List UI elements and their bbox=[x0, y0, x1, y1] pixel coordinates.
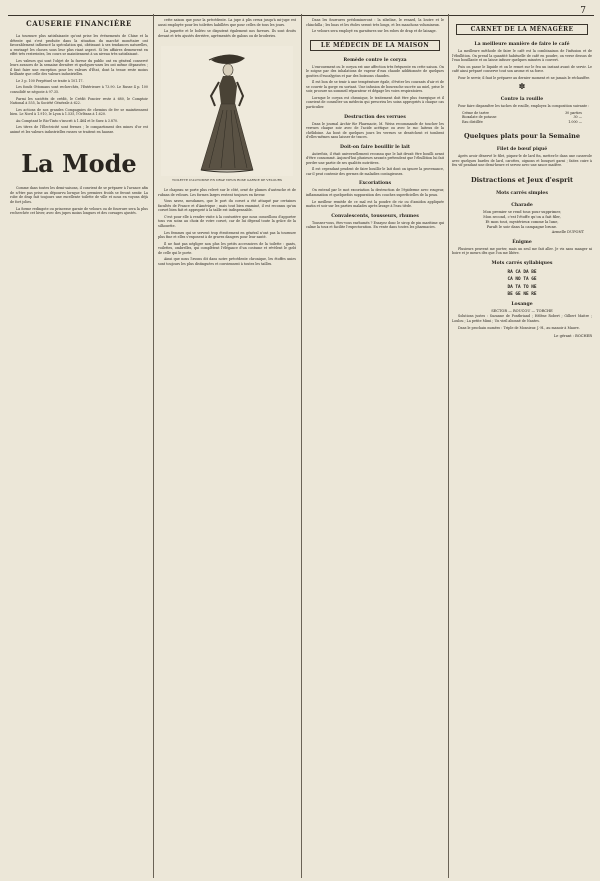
rust-intro: Pour faire disparaître les taches de rouille, employez la composition suivante : bbox=[458, 104, 590, 109]
remedy-text bbox=[306, 152, 444, 177]
paragraph: Solutions justes : Suzanne de Pontbriand ; Hélène Robert ; Gilbert Maitre ; Loulou ; La petite Mimi ; Un vieil abonné de Nantes. bbox=[452, 314, 592, 323]
paragraph: Dans le prochain numéro : Triple de Monsieur. J.-H., au manoir à Mauve. bbox=[458, 325, 580, 330]
paragraph: Le meilleur remède de ce mal est la poudre de riz ou d'amidon appliquée matin et soir sur les parties malades après lavage à l'eau tiède. bbox=[306, 199, 444, 209]
paragraph: Il ne faut pas négliger non plus les petits accessoires de la toilette : gants, voilettes, ombrelles, qui complètent l'élégance d'un costume et révèlent le goût de celle qui le porte. bbox=[158, 241, 296, 255]
section-title: Distractions et Jeux d'esprit bbox=[470, 175, 574, 184]
fashion-article bbox=[158, 188, 296, 266]
paragraph: La forme redingote ou princesse garnie de velours ou de fourrure sera la plus recherchée cet hiver, avec des jupes moins longues et des corsages ajustés. bbox=[10, 206, 148, 216]
paragraph: C'est pour elle à rendre visite à la couturière que nous conseillons d'apporter tous vos soins au choix de votre corset, car de lui dépend toute la grâce de la silhouette. bbox=[158, 214, 296, 229]
solutions-text bbox=[452, 314, 592, 330]
remedy-text bbox=[306, 188, 444, 208]
column-medecin bbox=[306, 18, 444, 878]
charade-line: Paraît le soir dans la campagne brune. bbox=[486, 224, 558, 229]
column-rule bbox=[153, 14, 154, 878]
finance-title: CAUSERIE FINANCIÈRE bbox=[26, 19, 132, 28]
mode-title: La Mode bbox=[21, 149, 137, 179]
recipe-text bbox=[452, 154, 592, 168]
paragraph: Les valeurs qui sont l'objet de la faveur du public ont en général conservé leurs avances de la semaine dernière et quelques-unes les ont même dépassées ; il faut faire une exception pour les valeurs d'État, dont la tenue reste moins brillante que celle des valeurs industrielles. bbox=[10, 58, 148, 77]
paragraph: Au Comptant le Rio-Tinto s'inscrit à 1.464 et le Suez à 3.870. bbox=[16, 118, 119, 123]
paragraph: Vous savez, mesdames, que le port du corset a été attaqué par certaines facultés de France et d'Amérique ; mais tout bien examiné, il est reconnu qu'un corset bien fait et approprié à la taille est indispensable. bbox=[158, 199, 296, 213]
grid-row: RA CA DA BE bbox=[507, 269, 537, 275]
paragraph: Ainsi que nous l'avons dit dans notre précédente chronique, les étoffes unies sont toujours les plus distinguées et conviennent à toutes les tailles. bbox=[158, 257, 296, 266]
remedy-text bbox=[306, 65, 444, 110]
page-number: 7 bbox=[580, 6, 586, 16]
grid-row: DA TA TO NE bbox=[507, 284, 537, 290]
column-rule bbox=[301, 14, 302, 878]
column-menagere bbox=[452, 18, 592, 878]
paragraph: Autrefois, il était universellement reconnu que le lait devait être bouilli avant d'être consommé. Aujourd'hui plusieurs savants prétendent que l'ébullition lui fait perdre une partie de ses qualités nutritives. bbox=[306, 151, 444, 165]
word-grid bbox=[452, 270, 592, 298]
paragraph: Plusieurs peuvent me porter, mais un seul me fait aller. Je vis sans manger ni boire et je meurs dès que l'on me libère. bbox=[452, 246, 592, 256]
charade-line: Mon second, c'est l'étoffe qu'on a fait filer, bbox=[483, 214, 561, 219]
charade-text bbox=[452, 210, 592, 230]
column-finance-mode bbox=[10, 18, 148, 876]
table-item: Bioxalate de potasse bbox=[462, 115, 497, 120]
paragraph: Le velours sera employé en garnitures sur les robes de drap et de lainage. bbox=[312, 29, 437, 34]
table-amount: 30 — bbox=[573, 115, 582, 120]
paragraph: Lorsque le coryza est chronique, le traitement doit être plus énergique et il convient de consulter un médecin qui prescrira les soins appropriés à chaque cas particulier. bbox=[306, 95, 444, 110]
finance-article bbox=[10, 34, 148, 134]
remedy-title: Destruction des verrues bbox=[344, 114, 406, 120]
section-title: Mots carrés simples bbox=[496, 190, 548, 196]
grid-row: CA NO TA GE bbox=[507, 277, 537, 283]
medecin-title: LE MÉDECIN DE LA MAISON bbox=[310, 40, 440, 51]
table-amount: 1.000 — bbox=[568, 119, 582, 124]
paragraph: Les fonds Ottomans sont recherchés, l'Extérieure à 73.90. Le Russe 4 p. 100 consolidé se négocie à 97.35. bbox=[10, 85, 148, 95]
lady-figure-icon bbox=[161, 46, 293, 176]
section-title: Filet de bœuf piqué bbox=[496, 147, 548, 153]
mots-title: Mots carrés syllabiques bbox=[491, 260, 553, 266]
grid-row: BE GE NE RE bbox=[507, 292, 537, 297]
table-item: Eau distillée bbox=[462, 119, 483, 124]
mode-article bbox=[10, 186, 148, 215]
column-rule bbox=[448, 14, 449, 878]
table-amount: 30 parties bbox=[565, 110, 582, 115]
rust-table bbox=[452, 111, 592, 124]
paragraph: Les titres de l'Électricité sont fermes ; le compartiment des mines d'or est animé et les valeurs industrielles russes se traitent en hausse. bbox=[10, 125, 148, 134]
illustration-caption: TOILETTE D'AUTOMNE EN DRAP VIEUX ROSE GARNIE DE VELOURS bbox=[172, 178, 282, 183]
paragraph: L'enrouement ou le coryza est une affection très fréquente en cette saison. On le soigne par des inhalations de vapeur d'eau chaude additionnée de quelques gouttes d'eucalyptus et par des boissons chaudes. bbox=[306, 64, 444, 78]
paragraph: Dans les fourrures prédomineront : la zibeline, le renard, la loutre et le chinchilla ; les boas et les étoles seront très longs, et les manchons volumineux. bbox=[306, 18, 444, 27]
paragraph: Pour le servir, il faut le préparer au dernier moment et ne jamais le réchauffer. bbox=[458, 75, 590, 80]
losange-text: SECTOR — ROUCOU — TORCHE bbox=[491, 309, 553, 314]
remedy-text bbox=[306, 122, 444, 140]
losange-title: Losange bbox=[511, 302, 533, 308]
paragraph: Il est cependant prudent de faire bouillir le lait dont on ignore la provenance, car il peut contenir des germes de maladies contagieuses. bbox=[306, 167, 444, 176]
paragraph: La tournure plus satisfaisante qu'ont prise les événements de Chine et la détente qui s'est produite dans la situation du marché monétaire ont favorablement influencé la spéculation qui, obéissant à ses tendances naturelles, a envisagé les choses sous leur plus riant aspect. Si les affaires demeurent en effet très restreintes, les cours se maintiennent à un niveau très satisfaisant. bbox=[10, 34, 148, 57]
remedy-text bbox=[306, 221, 444, 230]
remedy-title: Doit-on faire bouillir le lait bbox=[340, 144, 410, 150]
charade-line: Et mon tout, mystérieux comme la lune, bbox=[485, 219, 559, 224]
menagere-title: CARNET DE LA MÉNAGÈRE bbox=[456, 24, 588, 35]
paragraph: Après avoir dénervé le filet, piquez-le de lard fin, mettez-le dans une casserole avec quelques bardes de lard, carottes, oignons et bouquet garni ; faites cuire à feu vif pendant une demi-heure et servez avec une sauce madère. bbox=[452, 154, 592, 168]
table-item: Crème de tartre bbox=[462, 110, 490, 115]
footer-signature: Le gérant : BOCHER bbox=[553, 334, 592, 339]
ornament-icon: ✽ bbox=[518, 82, 526, 92]
paragraph: Le 3 p. 100 Perpétuel se traite à 101.17. bbox=[16, 78, 84, 83]
paragraph: Parmi les sociétés de crédit, le Crédit Foncier reste à 680, le Comptoir National à 555, la Société Générale à 622. bbox=[10, 96, 148, 106]
enigme-title: Énigme bbox=[512, 239, 532, 245]
remedy-title: Remède contre le coryza bbox=[343, 57, 407, 63]
paragraph: Il est bon de se tenir à une température égale, d'éviter les courants d'air et de se couvrir la gorge en sortant. Une infusion de bourrache sucrée au miel, prise le soir, procure un sommeil réparateur et dégage les voies respiratoires. bbox=[306, 80, 444, 94]
paragraph: Toussez-vous, êtes-vous enrhumés ? Essayez donc le sirop de pin maritime qui calme la toux et facilite l'expectoration. En vente dans toutes les pharmacies. bbox=[306, 220, 444, 230]
remedy-title: Convalescents, tousseurs, rhumes bbox=[331, 213, 419, 219]
paragraph: Le chapeau se porte plus relevé sur le côté, orné de plumes d'autruche et de rubans de velours. Les formes larges restent toujours en faveur. bbox=[158, 188, 296, 197]
coffee-text bbox=[452, 49, 592, 80]
enigme-text bbox=[452, 247, 592, 256]
paragraph: Puis on passe le liquide et on le remet sur le feu un instant avant de servir. Le café ainsi préparé conserve tout son arome et sa force. bbox=[452, 64, 592, 74]
paragraph: Dans le journal Archiv für Pharmacie, M. Weiss recommande de toucher les verrues chaque soir avec de l'acide acétique ou avec le suc laiteux de la chélidoine. Au bout de quelques jours les verrues se dessèchent et tombent d'elles-mêmes sans laisser de traces. bbox=[306, 121, 444, 140]
paragraph: La jaquette et le boléro se disputent également nos faveurs. Ils sont droits devant et très ajustés derrière, agrémentés de galons ou de broderies. bbox=[158, 29, 296, 38]
charade-signature: Armelle DUPONT bbox=[551, 229, 584, 234]
paragraph: Comme dans toutes les demi-saisons, il convient de se préparer à l'avance afin de n'être pas prise au dépourvu lorsque les premiers froids se feront sentir. La robe de drap fait toujours une excellente toilette de ville et nous en voyons déjà de fort jolies. bbox=[10, 186, 148, 205]
paragraph: La meilleure méthode de faire le café est la combinaison de l'infusion et de l'ébullition. On prend la quantité habituelle de café en poudre, on verse dessus de l'eau bouillante et on laisse infuser quelques minutes à couvert. bbox=[452, 49, 592, 63]
paragraph: Les actions de nos grandes Compagnies de chemins de fer se maintiennent bien. Le Nord à 1.910, le Lyon à 1.535, l'Orléans à 1.620. bbox=[10, 107, 148, 117]
fur-intro bbox=[306, 18, 444, 34]
table-row bbox=[452, 120, 592, 124]
fashion-intro bbox=[158, 18, 296, 38]
fashion-illustration bbox=[161, 46, 293, 176]
section-title: Quelques plats pour la Semaine bbox=[464, 132, 580, 141]
column-fashion bbox=[158, 18, 296, 878]
remedy-title: Excoriations bbox=[358, 181, 392, 187]
paragraph: Les femmes qui se servent trop étroitement en général n'ont pas la tournure plus fine et elles s'exposent à de graves dangers pour leur santé. bbox=[158, 230, 296, 240]
charade-line: Mon premier se rend tous pour supprimer, bbox=[483, 209, 561, 214]
paragraph: cette saison que pour la précédente. La jupe à plis creux jusqu'à mi-jupe est aussi employée pour les toilettes habillées que pour celles de tous les jours. bbox=[158, 18, 296, 27]
charade-title: Charade bbox=[511, 202, 533, 208]
section-title: Contre la rouille bbox=[500, 97, 544, 103]
paragraph: On entend par le mot excoriation la destruction de l'épiderme avec rougeur, inflammation et quelquefois suppuration des couches superficielles de la peau. bbox=[306, 188, 444, 198]
section-title: La meilleure manière de faire le café bbox=[474, 42, 570, 47]
